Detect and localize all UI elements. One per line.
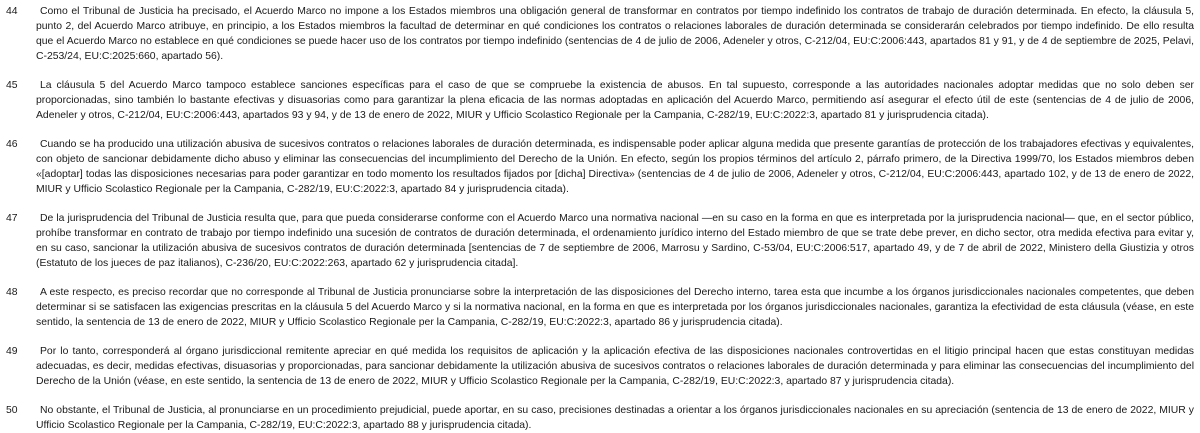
- paragraph-text: Como el Tribunal de Justicia ha precisado, el Acuerdo Marco no impone a los Estados miembros una obligación general de transformar en contratos por tiempo indefinido los contratos de trabajo de duración determinada. En efecto, la cláusula 5, punto 2, del Acuerdo Marco atribuye, en principio, a los Estados miembros la facultad de determinar en qué condiciones los contratos o relaciones laborales de duración determinada se considerarán celebrados por tiempo indefinido. De ello resulta que el Acuerdo Marco no establece en qué condiciones se puede hacer uso de los contratos por tiempo indefinido (sentencias de 4 de julio de 2006, Adeneler y otros, C‑212/04, EU:C:2006:443, apartados 81 y 91, y de 4 de septiembre de 2025, Pelavi, C‑253/24, EU:C:2025:660, apartado 56).: [36, 6, 1194, 62]
- paragraph-text: Por lo tanto, corresponderá al órgano jurisdiccional remitente apreciar en qué medida los requisitos de aplicación y la aplicación efectiva de las disposiciones nacionales controvertidas en el litigio principal hacen que estas constituyan medidas adecuadas, es decir, medidas efectivas, disuasorias y proporcionadas, para sancionar debidamente la utilización abusiva de sucesivos contratos o relaciones laborales de duración determinada y para eliminar las consecuencias del incumplimiento del Derecho de la Unión (véase, en este sentido, la sentencia de 13 de enero de 2022, MIUR y Ufficio Scolastico Regionale per la Campania, C‑282/19, EU:C:2022:3, apartado 87 y jurisprudencia citada).: [36, 346, 1194, 387]
- paragraph-46: [6, 137, 1194, 197]
- paragraph-number: 46: [6, 139, 18, 150]
- paragraph-text: La cláusula 5 del Acuerdo Marco tampoco establece sanciones específicas para el caso de que se compruebe la existencia de abusos. En tal supuesto, corresponde a las autoridades nacionales adoptar medidas que no solo deben ser proporcionadas, sino también lo bastante efectivas y disuasorias como para garantizar la plena eficacia de las normas adoptadas en aplicación del Acuerdo Marco, permitiendo así asegurar el efecto útil de este (sentencias de 4 de julio de 2006, Adeneler y otros, C‑212/04, EU:C:2006:443, apartados 93 y 94, y de 13 de enero de 2022, MIUR y Ufficio Scolastico Regionale per la Campania, C‑282/19, EU:C:2022:3, apartado 81 y jurisprudencia citada).: [36, 80, 1194, 121]
- paragraph-47: [6, 211, 1194, 271]
- paragraph-number: 49: [6, 346, 18, 357]
- paragraph-48: [6, 285, 1194, 330]
- paragraph-number: 47: [6, 213, 18, 224]
- paragraph-text: De la jurisprudencia del Tribunal de Justicia resulta que, para que pueda considerarse conforme con el Acuerdo Marco una normativa nacional —en su caso en la forma en que es interpretada por la jurisprudencia nacional— que, en el sector público, prohíbe transformar en contrato de trabajo por tiempo indefinido una sucesión de contratos de duración determinada, el ordenamiento jurídico interno del Estado miembro de que se trate debe prever, en dicho sector, otra medida efectiva para evitar y, en su caso, sancionar la utilización abusiva de sucesivos contratos de duración determinada [sentencias de 7 de septiembre de 2006, Marrosu y Sardino, C‑53/04, EU:C:2006:517, apartado 49, y de 7 de abril de 2022, Ministero della Giustizia y otros (Estatuto de los jueces de paz italianos), C‑236/20, EU:C:2022:263, apartado 62 y jurisprudencia citada].: [36, 213, 1194, 269]
- paragraph-text: Cuando se ha producido una utilización abusiva de sucesivos contratos o relaciones laborales de duración determinada, es indispensable poder aplicar alguna medida que presente garantías de protección de los trabajadores efectivas y equivalentes, con objeto de sancionar debidamente dicho abuso y eliminar las consecuencias del incumplimiento del Derecho de la Unión. En efecto, según los propios términos del artículo 2, párrafo primero, de la Directiva 1999/70, los Estados miembros deben «[adoptar] todas las disposiciones necesarias para poder garantizar en todo momento los resultados fijados por [dicha] Directiva» (sentencias de 4 de julio de 2006, Adeneler y otros, C‑212/04, EU:C:2006:443, apartado 102, y de 13 de enero de 2022, MIUR y Ufficio Scolastico Regionale per la Campania, C‑282/19, EU:C:2022:3, apartado 84 y jurisprudencia citada).: [36, 139, 1194, 195]
- paragraph-text: A este respecto, es preciso recordar que no corresponde al Tribunal de Justicia pronunciarse sobre la interpretación de las disposiciones del Derecho interno, tarea esta que incumbe a los órganos jurisdiccionales nacionales competentes, que deben determinar si se satisfacen las exigencias prescritas en la cláusula 5 del Acuerdo Marco y si la normativa nacional, en la forma en que es interpretada por los órganos jurisdiccionales nacionales, garantiza la efectividad de esta cláusula (véase, en este sentido, la sentencia de 13 de enero de 2022, MIUR y Ufficio Scolastico Regionale per la Campania, C‑282/19, EU:C:2022:3, apartado 86 y jurisprudencia citada).: [36, 287, 1194, 328]
- paragraph-49: [6, 344, 1194, 389]
- paragraph-50: [6, 403, 1194, 433]
- paragraph-44: [6, 4, 1194, 64]
- paragraph-text: No obstante, el Tribunal de Justicia, al pronunciarse en un procedimiento prejudicial, puede aportar, en su caso, precisiones destinadas a orientar a los órganos jurisdiccionales nacionales en su apreciación (sentencia de 13 de enero de 2022, MIUR y Ufficio Scolastico Regionale per la Campania, C‑282/19, EU:C:2022:3, apartado 88 y jurisprudencia citada).: [36, 405, 1194, 431]
- paragraph-number: 50: [6, 405, 18, 416]
- paragraph-number: 48: [6, 287, 18, 298]
- paragraph-number: 44: [6, 6, 18, 17]
- paragraph-45: [6, 78, 1194, 123]
- paragraph-number: 45: [6, 80, 18, 91]
